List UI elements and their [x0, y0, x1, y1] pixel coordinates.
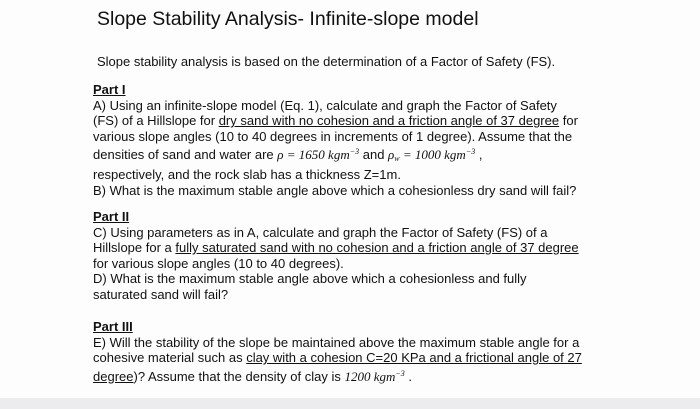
question-b: B) What is the maximum stable angle above which a cohesionless dry sand will fail?	[93, 182, 577, 198]
question-a-text: and	[359, 147, 389, 163]
intro-paragraph: Slope stability analysis is based on the determination of a Factor of Safety (FS).	[97, 54, 556, 69]
question-a-line-5: respectively, and the rock slab has a thickness Z=1m.	[93, 166, 401, 182]
question-a-line-2	[93, 113, 578, 129]
part-1-section	[93, 82, 578, 198]
question-c-line-2	[93, 240, 579, 256]
part-2-heading: Part II	[93, 209, 130, 224]
water-density-equation	[388, 147, 475, 162]
part-3-heading: Part III	[93, 319, 133, 334]
clay-condition-end: degree	[93, 368, 134, 384]
question-c-line-1: C) Using parameters as in A, calculate and graph the Factor of Safety (FS) of a	[93, 224, 548, 240]
question-e-line-3	[93, 366, 582, 385]
question-e-line-2	[93, 350, 582, 366]
sand-density-equation	[277, 147, 359, 162]
sand-density-value: = 1650 kgm	[283, 147, 350, 163]
water-density-value: = 1000 kgm	[399, 147, 466, 163]
question-d-line-2: saturated sand will fail?	[93, 286, 229, 302]
rho-w-subscript: w	[394, 154, 400, 164]
question-e-line-1: E) Will the stability of the slope be maintained above the maximum stable angle for a	[93, 334, 580, 350]
page-bottom-edge	[0, 398, 700, 409]
question-e-text: .	[404, 368, 413, 384]
question-a-text: for	[559, 113, 578, 129]
sand-density-exponent: −3	[349, 147, 360, 157]
clay-density-exponent: −3	[395, 368, 405, 378]
rho-w-symbol: ρ	[388, 147, 395, 163]
rho-symbol: ρ	[277, 147, 284, 163]
question-e-text: cohesive material such as	[93, 350, 247, 366]
part-1-heading: Part I	[93, 82, 126, 97]
part-3-section	[93, 319, 582, 384]
part-2-section	[93, 209, 579, 303]
clay-density-value: 1200 kgm	[344, 368, 396, 384]
saturated-sand-condition: fully saturated sand with no cohesion and a friction angle of 37 degree	[175, 240, 579, 256]
question-c-text: Hillslope for a	[93, 240, 176, 256]
question-a-line-1: A) Using an infinite-slope model (Eq. 1), calculate and graph the Factor of Safety	[93, 97, 557, 113]
question-e-text: )? Assume that the density of clay is	[133, 368, 345, 384]
question-c-line-3: for various slope angles (10 to 40 degrees).	[93, 255, 344, 271]
question-a-text: densities of sand and water are	[93, 147, 278, 163]
question-a-line-4	[93, 144, 578, 167]
dry-sand-condition: dry sand with no cohesion and a friction angle of 37 degree	[218, 113, 560, 129]
page-title: Slope Stability Analysis- Infinite-slope model	[97, 8, 479, 30]
question-a-text: (FS) of a Hillslope for	[93, 113, 219, 129]
question-a-text: ,	[475, 147, 483, 163]
question-d-line-1: D) What is the maximum stable angle above which a cohesionless and fully	[93, 271, 527, 287]
clay-condition: clay with a cohesion C=20 KPa and a frictional angle of 27	[246, 350, 582, 366]
water-density-exponent: −3	[465, 147, 476, 157]
question-a-line-3: various slope angles (10 to 40 degrees in increments of 1 degree). Assume that the	[93, 128, 573, 144]
clay-density-equation	[344, 369, 404, 384]
